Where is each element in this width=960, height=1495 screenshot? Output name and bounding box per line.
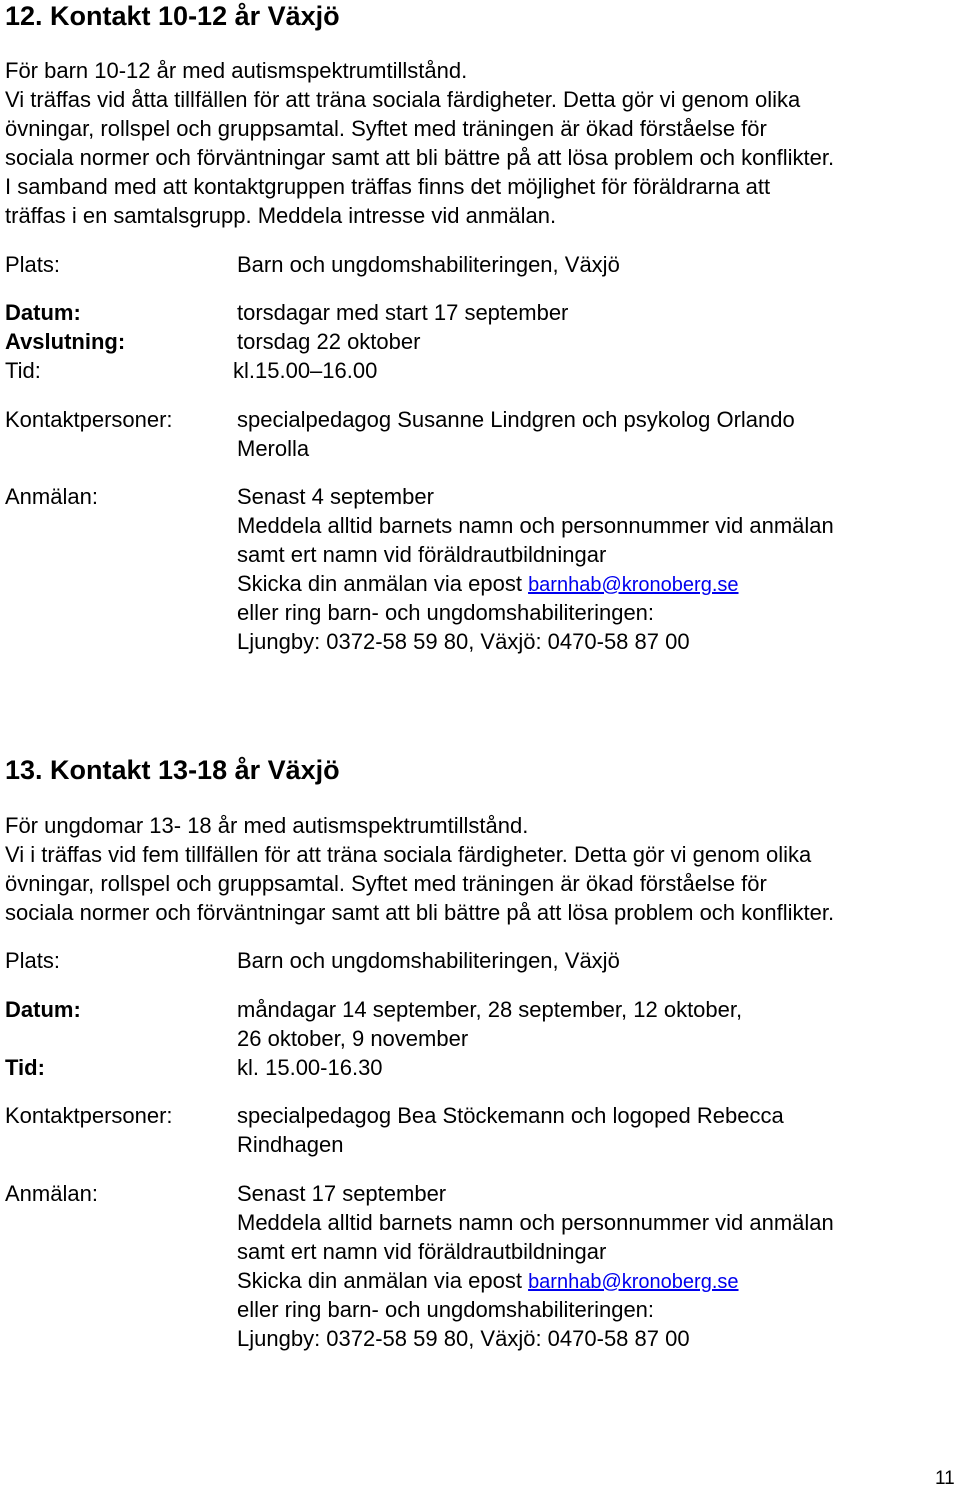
plats-value: Barn och ungdomshabiliteringen, Växjö [237, 252, 620, 277]
section-13-intro-line: För ungdomar 13- 18 år med autismspektrumtillstånd. [5, 813, 529, 838]
anmalan-line: Meddela alltid barnets namn och personnummer vid anmälan [237, 1210, 834, 1235]
phone-line: eller ring barn- och ungdomshabiliteringen: [237, 600, 655, 625]
section-12-intro-line: sociala normer och förväntningar samt att bli bättre på att lösa problem och konflikter. [5, 145, 835, 170]
datum-label: Datum: [5, 997, 81, 1022]
section-13-intro-line: övningar, rollspel och gruppsamtal. Syftet med träningen är ökad förståelse för [5, 871, 767, 896]
section-12-intro-line: I samband med att kontaktgruppen träffas finns det möjlighet för föräldrarna att [5, 174, 771, 199]
phone-line: Ljungby: 0372-58 59 80, Växjö: 0470-58 87 00 [237, 1326, 690, 1351]
tid-label: Tid: [5, 1055, 45, 1080]
email-prefix: Skicka din anmälan via epost [237, 571, 529, 596]
section-12-intro-line: träffas i en samtalsgrupp. Meddela intresse vid anmälan. [5, 203, 557, 228]
email-prefix: Skicka din anmälan via epost [237, 1268, 529, 1293]
anmalan-line: Senast 17 september [237, 1181, 447, 1206]
page-number: 11 [935, 1468, 955, 1489]
tid-label: Tid: [5, 358, 41, 383]
plats-label: Plats: [5, 948, 61, 973]
anmalan-label: Anmälan: [5, 484, 98, 509]
anmalan-email-line [237, 569, 739, 600]
tid-value: kl. 15.00-16.30 [237, 1055, 383, 1080]
section-12-intro-line: För barn 10-12 år med autismspektrumtillstånd. [5, 58, 468, 83]
section-12-intro-line: Vi träffas vid åtta tillfällen för att träna sociala färdigheter. Detta gör vi genom olika [5, 87, 801, 112]
anmalan-line: Meddela alltid barnets namn och personnummer vid anmälan [237, 513, 834, 538]
kontaktpersoner-label: Kontaktpersoner: [5, 1103, 173, 1128]
anmalan-label: Anmälan: [5, 1181, 98, 1206]
section-13-heading: 13. Kontakt 13-18 år Växjö [5, 755, 340, 785]
section-13-intro-line: Vi i träffas vid fem tillfällen för att träna sociala färdigheter. Detta gör vi genom olika [5, 842, 812, 867]
kontaktpersoner-value: specialpedagog Bea Stöckemann och logoped Rebecca [237, 1103, 784, 1128]
datum-value: torsdagar med start 17 september [237, 300, 569, 325]
avslutning-label: Avslutning: [5, 329, 126, 354]
anmalan-line: samt ert namn vid föräldrautbildningar [237, 1239, 607, 1264]
kontaktpersoner-label: Kontaktpersoner: [5, 407, 173, 432]
datum-value: måndagar 14 september, 28 september, 12 oktober, [237, 997, 743, 1022]
tid-value: kl.15.00–16.00 [233, 358, 378, 383]
email-link[interactable]: barnhab@kronoberg.se [528, 574, 739, 596]
datum-value: 26 oktober, 9 november [237, 1026, 469, 1051]
anmalan-email-line [237, 1266, 739, 1297]
kontaktpersoner-value: specialpedagog Susanne Lindgren och psykolog Orlando [237, 407, 795, 432]
section-12-heading: 12. Kontakt 10-12 år Växjö [5, 1, 340, 31]
kontaktpersoner-value: Merolla [237, 436, 310, 461]
avslutning-value: torsdag 22 oktober [237, 329, 421, 354]
email-link[interactable]: barnhab@kronoberg.se [528, 1271, 739, 1293]
anmalan-line: samt ert namn vid föräldrautbildningar [237, 542, 607, 567]
phone-line: Ljungby: 0372-58 59 80, Växjö: 0470-58 87 00 [237, 629, 690, 654]
kontaktpersoner-value: Rindhagen [237, 1132, 344, 1157]
section-13-intro-line: sociala normer och förväntningar samt att bli bättre på att lösa problem och konflikter. [5, 900, 835, 925]
phone-line: eller ring barn- och ungdomshabiliteringen: [237, 1297, 655, 1322]
plats-label: Plats: [5, 252, 61, 277]
section-12-intro-line: övningar, rollspel och gruppsamtal. Syftet med träningen är ökad förståelse för [5, 116, 767, 141]
datum-label: Datum: [5, 300, 81, 325]
anmalan-line: Senast 4 september [237, 484, 434, 509]
plats-value: Barn och ungdomshabiliteringen, Växjö [237, 948, 620, 973]
